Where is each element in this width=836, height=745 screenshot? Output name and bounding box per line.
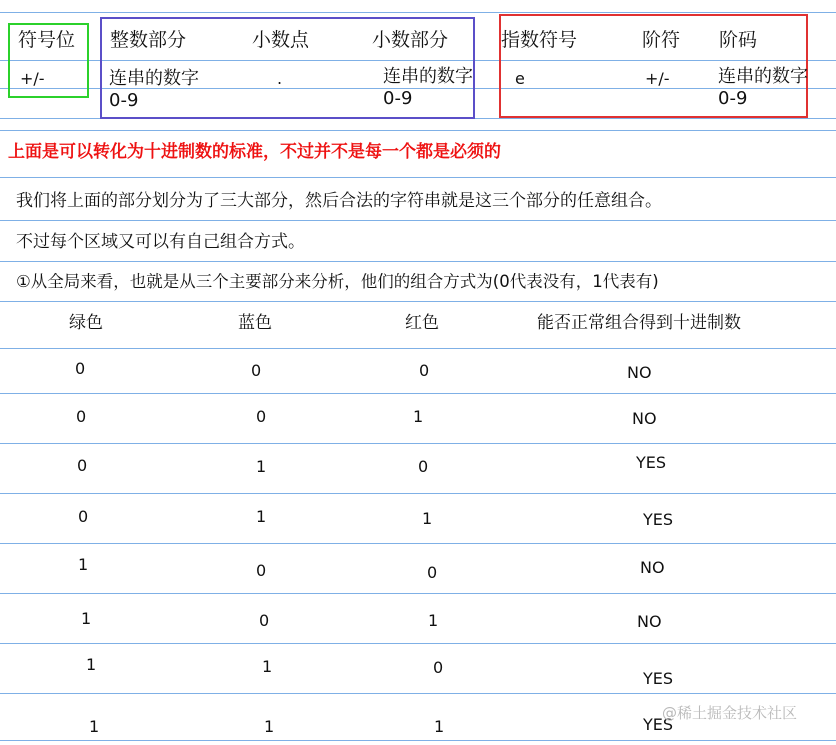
- cell-blue: 0: [256, 561, 267, 580]
- red-note: 上面是可以转化为十进制数的标准，不过并不是每一个都是必须的: [8, 142, 501, 162]
- cell-blue: 1: [256, 507, 267, 526]
- ruled-line: [0, 130, 836, 131]
- cell-red: 0: [419, 361, 430, 380]
- cell-blue: 1: [264, 717, 275, 736]
- cell-green: 0: [76, 407, 87, 426]
- sign-bit-title: 符号位: [18, 29, 76, 51]
- cell-result: YES: [636, 453, 667, 472]
- cell-red: 1: [434, 717, 445, 736]
- header-red: 红色: [405, 313, 439, 333]
- ruled-line: [0, 593, 836, 594]
- ruled-line: [0, 643, 836, 644]
- decimal-point-content: .: [277, 69, 283, 88]
- cell-result: YES: [643, 510, 674, 529]
- integer-part-content: 连串的数字0-9: [109, 68, 199, 111]
- ruled-line: [0, 543, 836, 544]
- fraction-part-content: 连串的数字0-9: [383, 66, 473, 109]
- paragraph-line-3: ①从全局来看，也就是从三个主要部分来分析，他们的组合方式为(0代表没有，1代表有): [16, 272, 659, 291]
- cell-red: 0: [427, 563, 438, 582]
- ruled-line: [0, 693, 836, 694]
- paragraph-line-1: 我们将上面的部分划分为了三大部分，然后合法的字符串就是这三个部分的任意组合。: [16, 191, 662, 211]
- exponent-symbol-content: e: [515, 69, 525, 88]
- ruled-line: [0, 493, 836, 494]
- integer-part-title: 整数部分: [110, 29, 187, 51]
- header-result: 能否正常组合得到十进制数: [537, 313, 741, 333]
- exponent-sign-content: +/-: [645, 69, 670, 88]
- ruled-line: [0, 261, 836, 262]
- cell-blue: 0: [259, 611, 270, 630]
- cell-red: 1: [428, 611, 439, 630]
- exponent-code-title: 阶码: [719, 29, 758, 51]
- cell-green: 1: [81, 609, 92, 628]
- cell-red: 1: [413, 407, 424, 426]
- cell-result: NO: [627, 363, 652, 382]
- exponent-code-content: 连串的数字0-9: [718, 66, 808, 109]
- cell-result: YES: [643, 715, 674, 734]
- cell-green: 1: [86, 655, 97, 674]
- ruled-line: [0, 177, 836, 178]
- header-green: 绿色: [69, 313, 103, 333]
- cell-blue: 0: [256, 407, 267, 426]
- fraction-part-title: 小数部分: [372, 29, 449, 51]
- cell-green: 1: [89, 717, 100, 736]
- ruled-line: [0, 12, 836, 13]
- cell-green: 0: [78, 507, 89, 526]
- ruled-line: [0, 348, 836, 349]
- cell-red: 0: [418, 457, 429, 476]
- ruled-line: [0, 301, 836, 302]
- cell-result: YES: [643, 669, 674, 688]
- header-blue: 蓝色: [238, 313, 272, 333]
- cell-result: NO: [640, 558, 665, 577]
- cell-red: 0: [433, 658, 444, 677]
- cell-green: 0: [75, 359, 86, 378]
- cell-blue: 1: [262, 657, 273, 676]
- ruled-line: [0, 220, 836, 221]
- paragraph-line-2: 不过每个区域又可以有自己组合方式。: [16, 232, 305, 252]
- decimal-point-title: 小数点: [252, 29, 310, 51]
- cell-red: 1: [422, 509, 433, 528]
- cell-green: 0: [77, 456, 88, 475]
- sign-bit-content: +/-: [20, 69, 45, 88]
- cell-green: 1: [78, 555, 89, 574]
- exponent-sign-title: 阶符: [642, 29, 681, 51]
- ruled-line: [0, 393, 836, 394]
- cell-blue: 1: [256, 457, 267, 476]
- exponent-symbol-title: 指数符号: [501, 29, 578, 51]
- ruled-line: [0, 740, 836, 741]
- cell-result: NO: [637, 612, 662, 631]
- cell-blue: 0: [251, 361, 262, 380]
- watermark: @稀土掘金技术社区: [662, 704, 798, 722]
- cell-result: NO: [632, 409, 657, 428]
- ruled-line: [0, 443, 836, 444]
